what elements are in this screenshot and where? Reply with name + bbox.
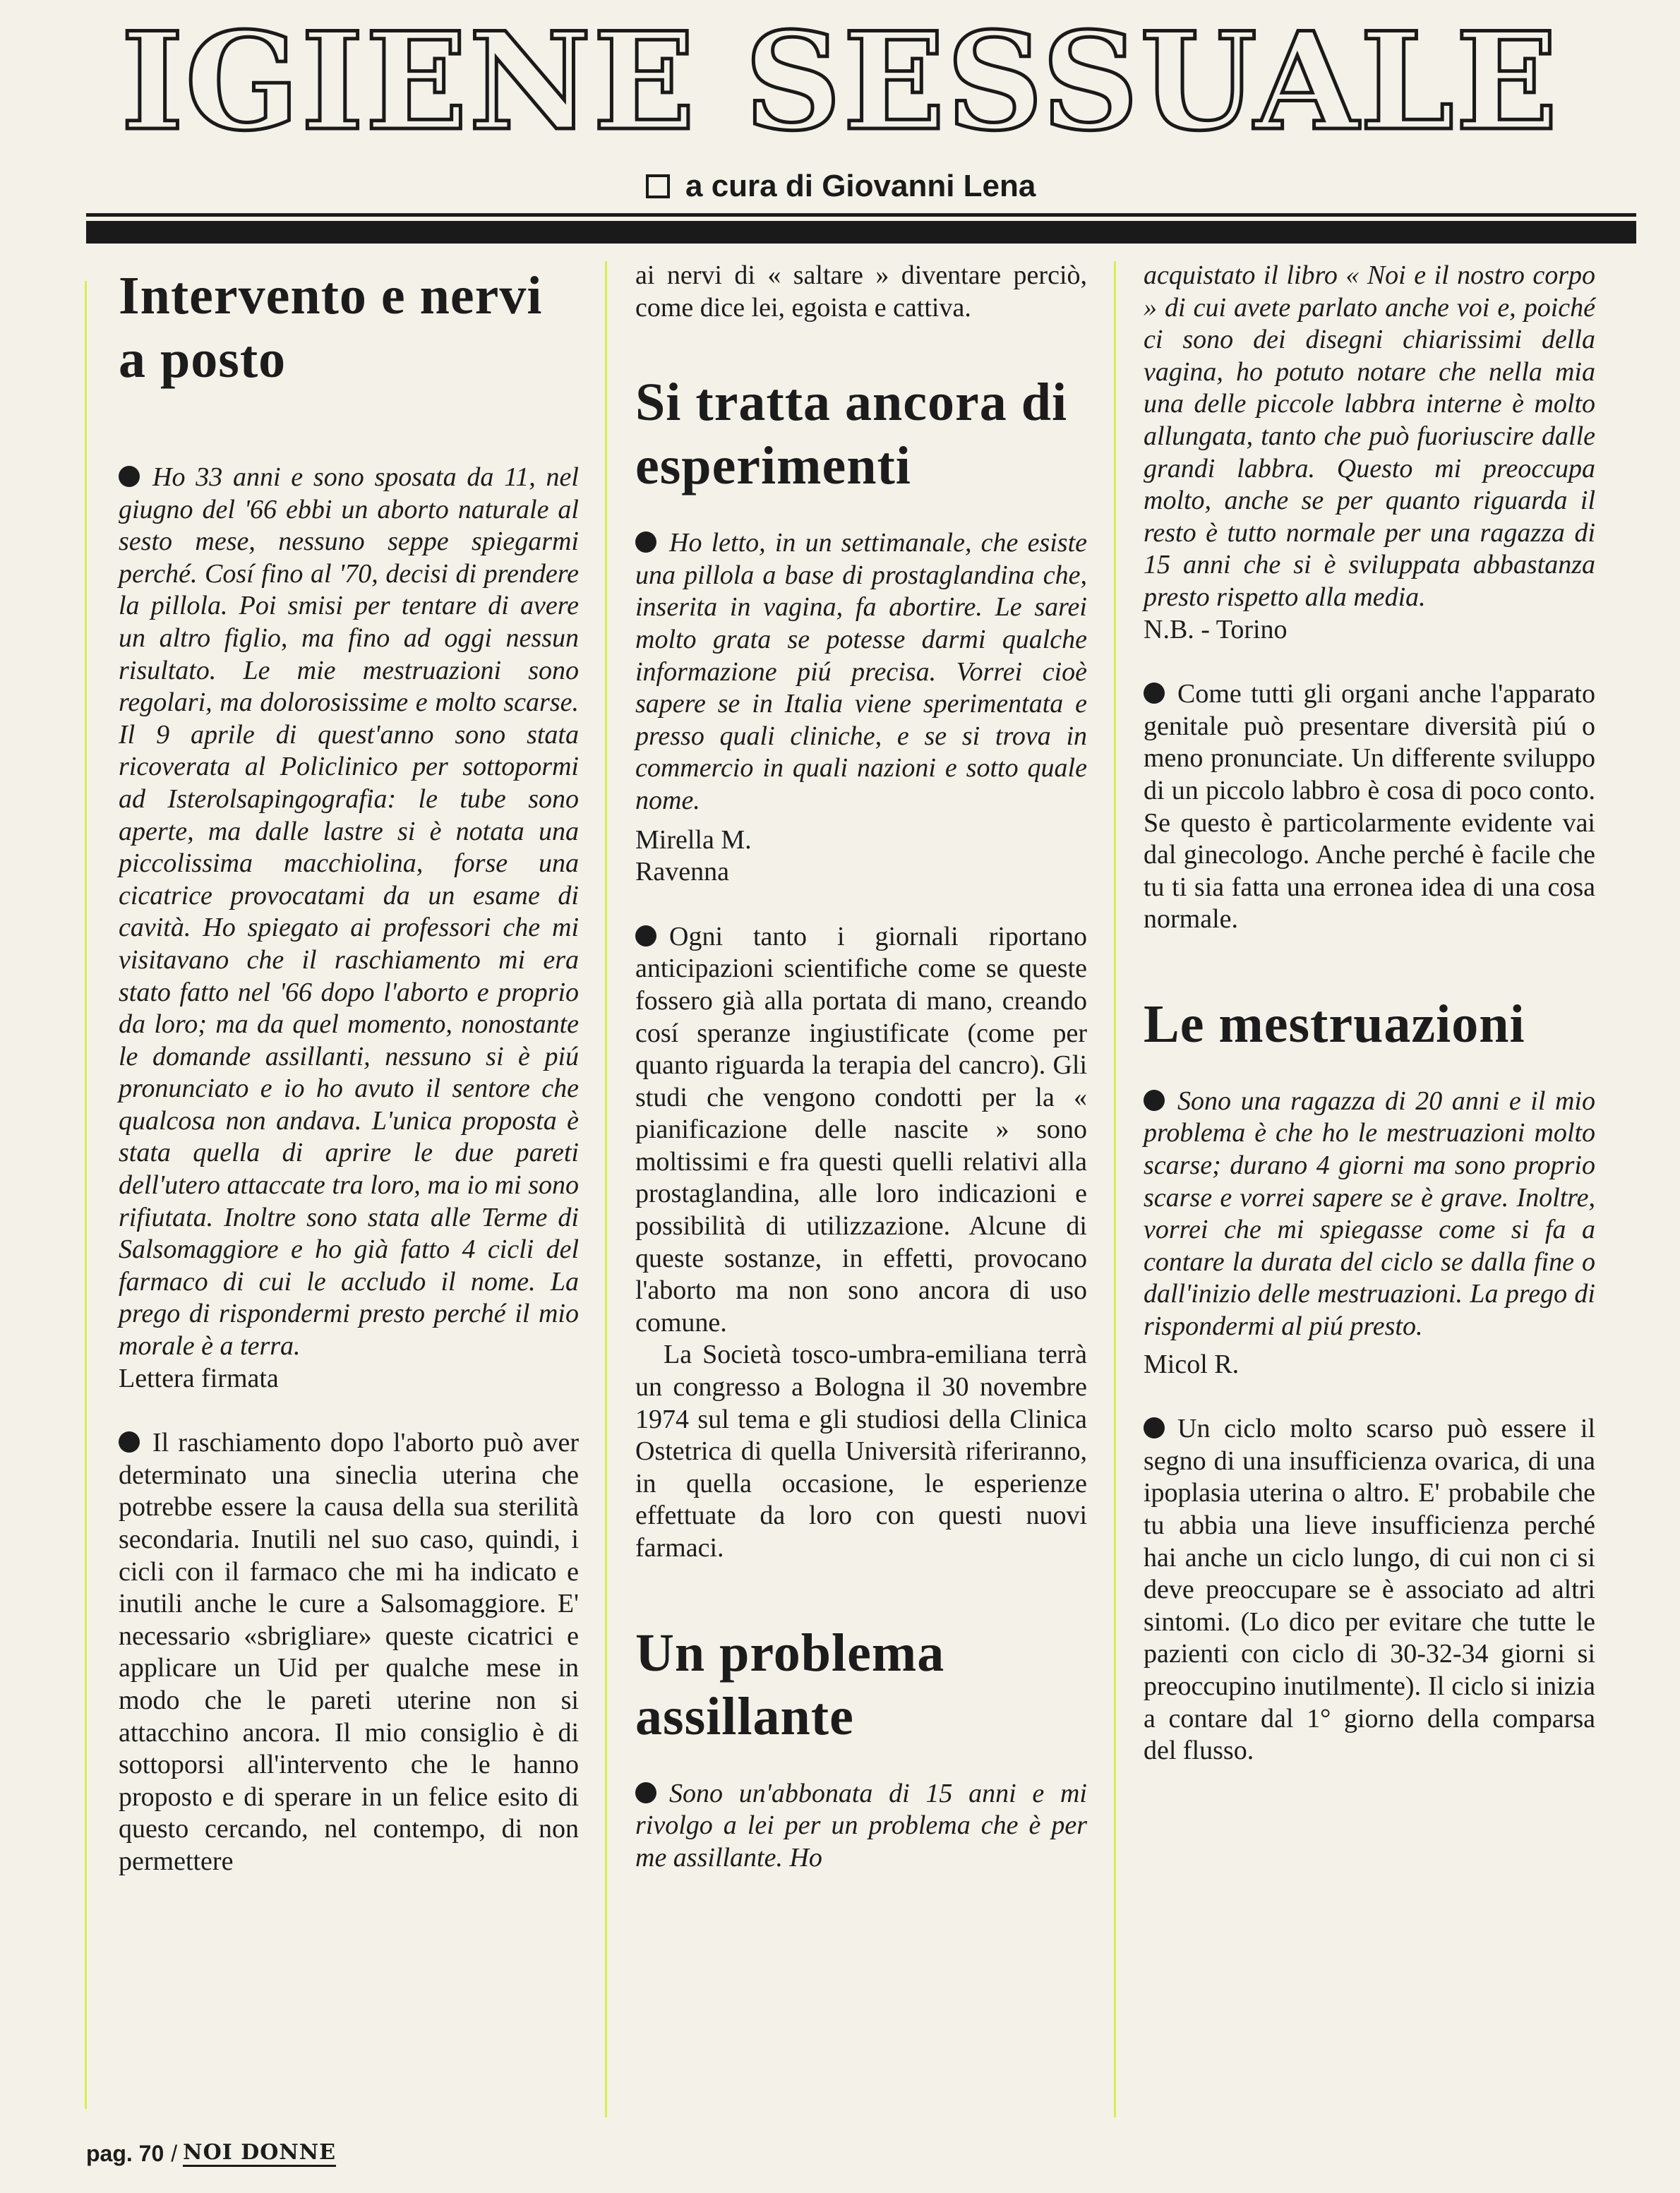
column-2 (635, 260, 1087, 1874)
letter-signature: N.B. - Torino (1144, 614, 1288, 644)
continued-text: ai nervi di « saltare » diventare perciò, come dice lei, egoista e cattiva. (635, 260, 1087, 323)
article-heading: Intervento e nervi a posto (119, 266, 543, 389)
continued-letter: acquistato il libro « Noi e il nostro corpo » di cui avete parlato anche voi e, poiché ci sono dei disegni chiarissimi della vagina, ho potuto notare che nella mia una delle piccole labbra interne è molto allungata, tanto che può fuoriuscire dalle grandi labbra. Questo mi preoccupa molto, anche se per quanto riguarda il resto è tutto normale per una ragazza di 15 anni che si è sviluppata abbastanza presto rispetto alla media. (1144, 260, 1595, 612)
expert-answer: Un ciclo molto scarso può essere il segno di una insufficienza ovarica, di una ipoplasia uterina o altro. E' probabile che tu abbia una lieve insufficienza perché hai anche un ciclo lungo, di cui non ci si deve preoccupare se è associato ad altri sintomi. (Lo dico per evitare che tutte le pazienti con ciclo di 30-32-34 giorni si preoccupino inutilmente). Il ciclo si inizia a contare dal 1° giorno della comparsa del flusso. (1144, 1414, 1595, 1766)
letter-signature: Lettera firmata (119, 1363, 279, 1393)
reader-letter: Sono una ragazza di 20 anni e il mio problema è che ho le mestruazioni molto scarse; durano 4 giorni ma sono proprio scarse e vorrei sapere se è grave. Inoltre, vorrei che mi spiegasse come si fa a contare la durata del ciclo se dalla fine o dall'inizio delle mestruazioni. La prego di rispondermi al piú presto. (1144, 1086, 1595, 1342)
footer-separator: / (171, 2140, 178, 2166)
article-heading: Le mestruazioni (1144, 994, 1525, 1054)
column-rule-middle-left (605, 261, 607, 2117)
header-rule-thick (86, 221, 1636, 244)
page-footer (86, 2140, 336, 2167)
column-1 (119, 260, 579, 1878)
expert-answer: Come tutti gli organi anche l'apparato genitale può presentare diversità piú o meno pronunciate. Un differente sviluppo di un piccolo labbro è cosa di poco conto. Se questo è particolarmente evidente vai dal ginecologo. Anche perché è facile che tu ti sia fatta una erronea idea di una cosa normale. (1144, 679, 1595, 935)
article-heading: Si tratta ancora di esperimenti (635, 373, 1068, 496)
letter-signature-name: Mirella M. (635, 824, 752, 855)
bullet-icon (635, 531, 656, 553)
byline-text: a cura di Giovanni Lena (685, 169, 1036, 203)
expert-answer-continued: La Società tosco-umbra-emiliana terrà un congresso a Bologna il 30 novembre 1974 sul tema e gli studiosi della Clinica Ostetrica di quella Università riferiranno, in quella occasione, le esperienze effettuate da loro con questi nuovi farmaci. (635, 1340, 1087, 1563)
column-rule-middle-right (1114, 261, 1116, 2117)
bullet-icon (1144, 1090, 1165, 1111)
bullet-icon (635, 1782, 656, 1803)
letter-signature: Micol R. (1144, 1349, 1240, 1379)
column-3 (1144, 260, 1595, 1767)
reader-letter: Sono un'abbonata di 15 anni e mi rivolgo a lei per un problema che è per me assillante. Ho (635, 1778, 1087, 1873)
byline (646, 167, 1036, 206)
page-title: IGIENE SESSUALE (121, 3, 1559, 160)
article-heading: Un problema assillante (635, 1623, 945, 1746)
bullet-icon (1144, 1417, 1165, 1438)
bullet-icon (119, 466, 140, 487)
bullet-icon (119, 1431, 140, 1453)
reader-letter: Ho 33 anni e sono sposata da 11, nel giugno del '66 ebbi un aborto naturale al sesto mese, nessuno seppe spiegarmi perché. Cosí fino al '70, decisi di prendere la pillola. Poi smisi per tentare di avere un altro figlio, ma fino ad oggi nessun risultato. Le mie mestruazioni sono regolari, ma dolorosissime e molto scarse. Il 9 aprile di quest'anno sono stata ricoverata al Policlinico per sottopormi ad Isterolsapingografia: le tube sono aperte, ma dalle lastre si è notata una piccolissima macchiolina, forse una cicatrice provocatami da un esame di cavità. Ho spiegato ai professori che mi visitavano che il raschiamento mi era stato fatto nel '66 dopo l'aborto e proprio da loro; ma da quel momento, nonostante le domande assillanti, nessuno si è piú pronunciato e io ho avuto il sentore che qualcosa non andava. L'unica proposta è stata quella di aprire le due pareti dell'utero attaccate tra loro, ma io mi sono rifiutata. Inoltre sono stata alle Terme di Salsomaggiore e ho già fatto 4 cicli del farmaco di cui le accludo il nome. La prego di rispondermi presto perché il mio morale è a terra. (119, 462, 579, 1362)
checkbox-square-icon (646, 174, 670, 198)
header-rule-thin (86, 213, 1636, 217)
column-rule-left (85, 281, 87, 2109)
page-number: pag. 70 (86, 2140, 164, 2166)
bullet-icon (635, 925, 656, 947)
expert-answer: Ogni tanto i giornali riportano anticipazioni scientifiche come se queste fossero già alla portata di mano, creando cosí speranze ingiustificate (come per quanto riguarda la terapia del cancro). Gli studi che vengono condotti per la « pianificazione delle nascite » sono moltissimi e fra questi quelli relativi alla prostaglandina, alle loro indicazioni e possibilità di utilizzazione. Alcune di queste sostanze, in effetti, provocano l'aborto ma non sono ancora di uso comune. (635, 921, 1087, 1338)
reader-letter: Ho letto, in un settimanale, che esiste una pillola a base di prostaglandina che, inserita in vagina, fa abortire. Le sarei molto grata se potesse darmi qualche informazione piú precisa. Vorrei cioè sapere se in Italia viene sperimentata e presso quali cliniche, e se si trova in commercio in quali nazioni e sotto quale nome. (635, 528, 1087, 815)
magazine-name: NOI DONNE (183, 2140, 336, 2167)
bullet-icon (1144, 683, 1165, 704)
expert-answer: Il raschiamento dopo l'aborto può aver determinato una sinecliа uterina che potrebbe essere la causa della sua sterilità secondaria. Inutili nel suo caso, quindi, i cicli con il farmaco che mi ha indicato e inutili anche le cure a Salsomaggiore. E' necessario «sbrigliare» queste cicatrici e applicare un Uid per qualche mese in modo che le pareti uterine non si attacchino ancora. Il mio consiglio è di sottoporsi all'intervento che le hanno proposto e di sperare in un felice esito di questo cercando, nel contempo, di non permettere (119, 1428, 579, 1876)
letter-signature-city: Ravenna (635, 857, 729, 887)
